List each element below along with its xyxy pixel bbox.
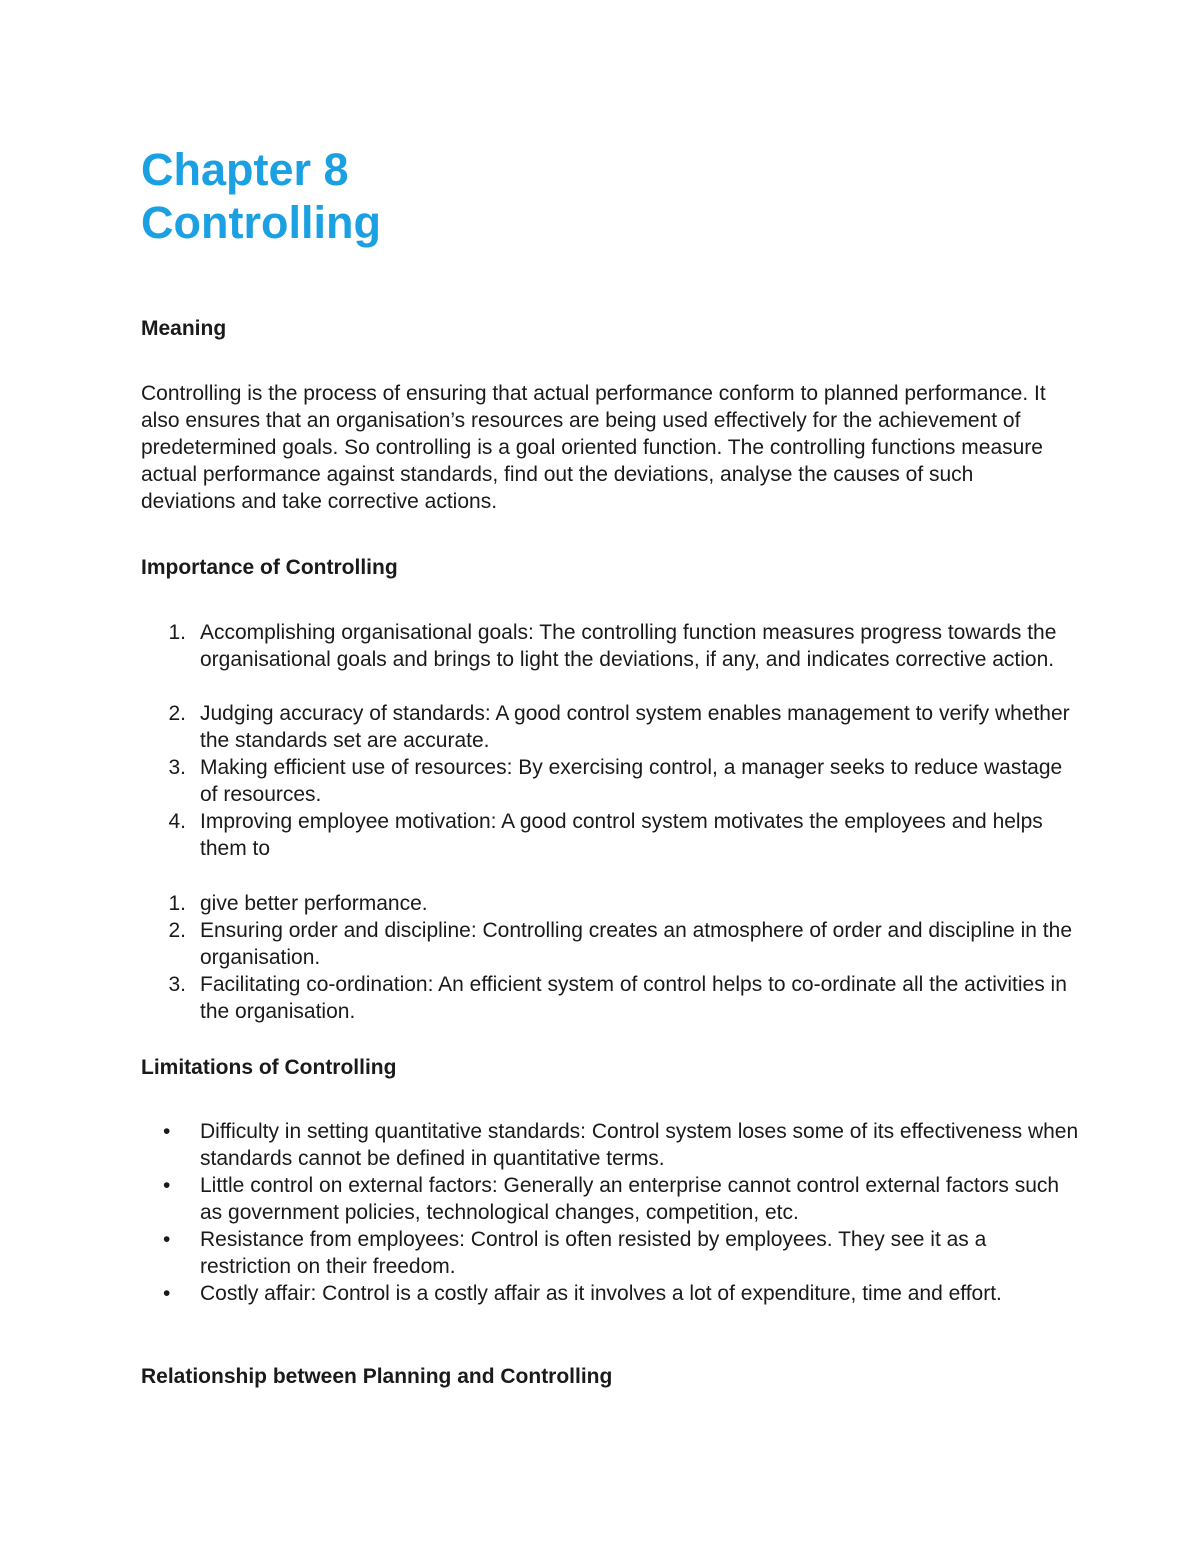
list-number: 2. [168,919,186,942]
meaning-heading: Meaning [141,317,227,340]
list-number: 1. [168,892,186,915]
list-item-text: Costly affair: Control is a costly affair as it involves a lot of expenditure, time and effort. [200,1282,1002,1305]
bullet-icon: • [163,1282,171,1305]
relationship-heading: Relationship between Planning and Controlling [141,1365,613,1388]
list-number: 4. [168,810,186,833]
list-item-text: Judging accuracy of standards: A good control system enables management to verify whether the standards set are accurate. [200,702,1070,752]
limitations-heading: Limitations of Controlling [141,1056,397,1079]
list-item-text: Improving employee motivation: A good control system motivates the employees and helps them to [200,810,1043,860]
list-number: 1. [168,621,186,644]
list-item-text: Facilitating co-ordination: An efficient system of control helps to co-ordinate all the activities in the organisation. [200,973,1067,1023]
bullet-icon: • [163,1120,171,1143]
list-item-text: Difficulty in setting quantitative standards: Control system loses some of its effectiveness when standards cannot be defined in quantitative terms. [200,1120,1079,1170]
meaning-paragraph: Controlling is the process of ensuring that actual performance conform to planned performance. It also ensures that an organisation’s resources are being used effectively for the achievement of predetermined goals. So controlling is a goal oriented function. The controlling functions measure actual performance against standards, find out the deviations, analyse the causes of such deviations and take corrective actions. [141,382,1046,513]
list-item-text: Little control on external factors: Generally an enterprise cannot control external factors such as government policies, technological changes, competition, etc. [200,1174,1060,1224]
chapter-number: Chapter 8 [141,144,349,195]
list-number: 2. [168,702,186,725]
list-item-text: Ensuring order and discipline: Controlling creates an atmosphere of order and discipline in the organisation. [200,919,1073,969]
list-number: 3. [168,973,186,996]
list-item-text: Resistance from employees: Control is often resisted by employees. They see it as a restriction on their freedom. [200,1228,987,1278]
bullet-icon: • [163,1174,171,1197]
list-item-text: Accomplishing organisational goals: The controlling function measures progress towards the organisational goals and brings to light the deviations, if any, and indicates corrective action. [200,621,1057,671]
chapter-title: Controlling [141,197,381,248]
bullet-icon: • [163,1228,171,1251]
importance-heading: Importance of Controlling [141,556,398,579]
list-number: 3. [168,756,186,779]
list-item-text: Making efficient use of resources: By exercising control, a manager seeks to reduce wastage of resources. [200,756,1063,806]
list-item-text: give better performance. [200,892,428,915]
